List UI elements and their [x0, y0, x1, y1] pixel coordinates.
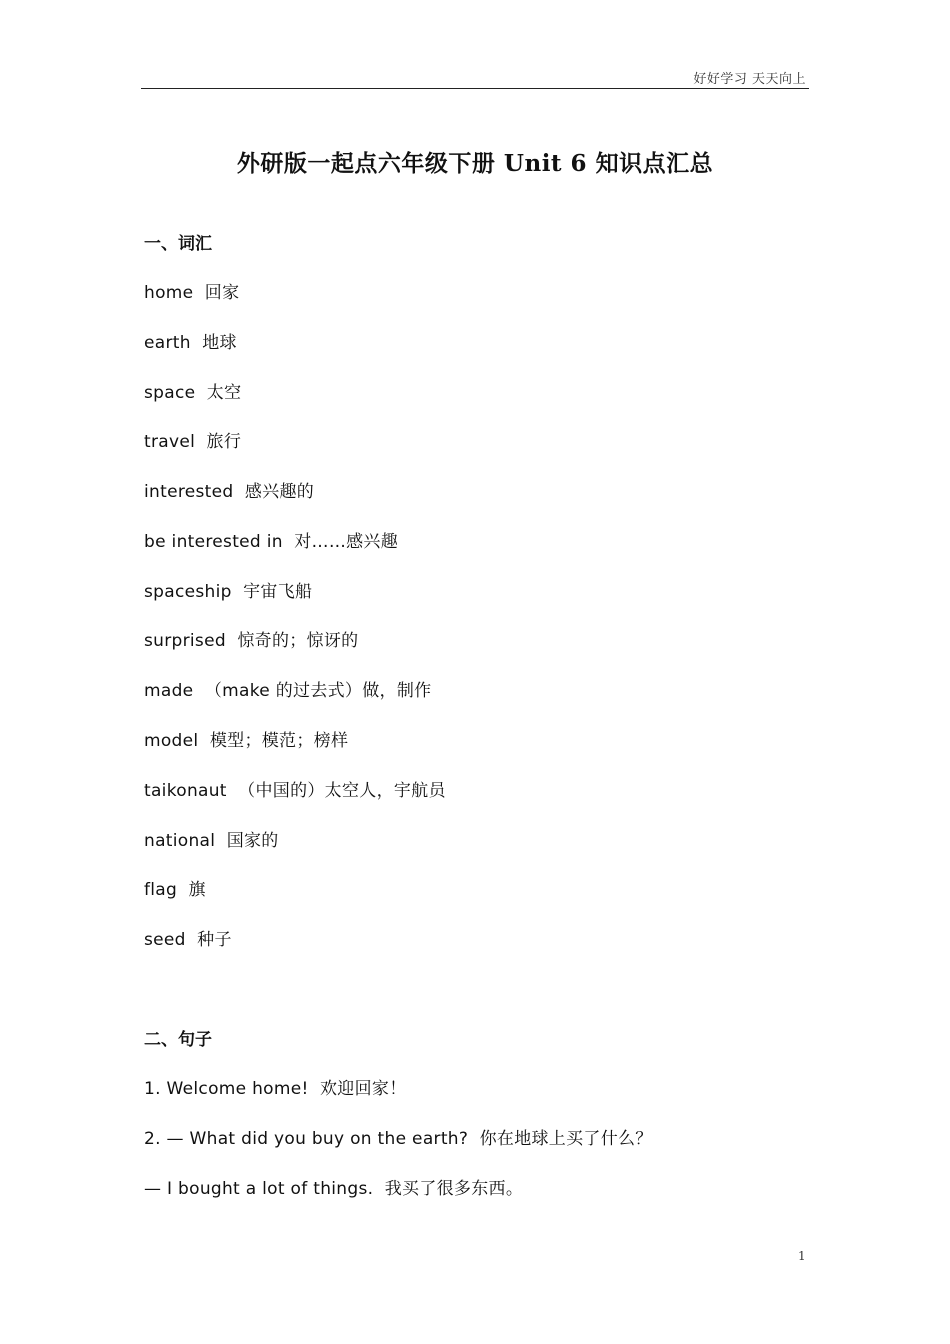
vocab-item: made （make 的过去式）做，制作: [144, 681, 432, 701]
vocab-item: be interested in 对……感兴趣: [144, 532, 399, 552]
sentence-item: — I bought a lot of things. 我买了很多东西。: [144, 1179, 524, 1199]
vocab-item: spaceship 宇宙飞船: [144, 582, 313, 602]
page-number: 1: [798, 1249, 806, 1263]
sentence-section-heading: 二、句子: [144, 1030, 212, 1050]
vocab-item: model 模型；模范；榜样: [144, 731, 349, 751]
vocab-item: seed 种子: [144, 930, 232, 950]
vocab-item: home 回家: [144, 283, 240, 303]
vocab-item: space 太空: [144, 383, 242, 403]
vocab-item: interested 感兴趣的: [144, 482, 315, 502]
page-header: [141, 66, 809, 89]
vocab-item: national 国家的: [144, 831, 279, 851]
vocab-item: surprised 惊奇的；惊讶的: [144, 631, 359, 651]
vocab-item: travel 旅行: [144, 432, 242, 452]
vocab-item: flag 旗: [144, 880, 206, 900]
header-motto: 好好学习 天天向上: [693, 72, 806, 87]
vocab-item: taikonaut （中国的）太空人，宇航员: [144, 781, 446, 801]
vocab-section-heading: 一、词汇: [144, 234, 212, 254]
document-title: 外研版一起点六年级下册 Unit 6 知识点汇总: [236, 150, 714, 177]
sentence-item: 2. — What did you buy on the earth? 你在地球上买了什么？: [144, 1129, 653, 1149]
sentence-item: 1. Welcome home! 欢迎回家！: [144, 1079, 407, 1099]
vocab-item: earth 地球: [144, 333, 237, 353]
